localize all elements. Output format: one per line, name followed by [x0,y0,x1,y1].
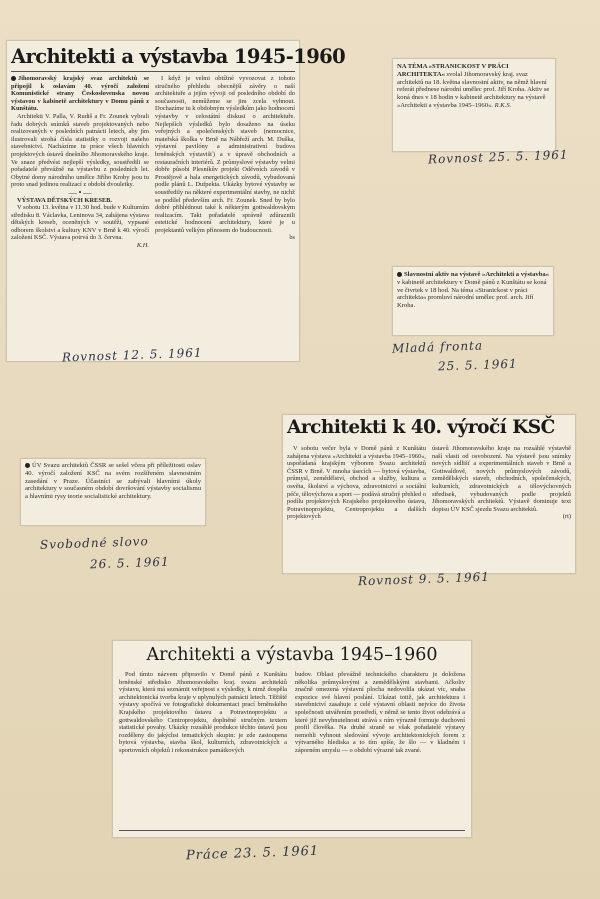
clipping-text [397,63,551,110]
handwritten-source-date: Rovnost 12. 5. 1961 [61,345,203,365]
clipping-text [25,462,201,501]
subsection-title: VÝSTAVA DĚTSKÝCH KRESEB. [17,196,113,204]
clipping-architekti-ksc [282,414,576,574]
bullet-icon [25,463,30,468]
bullet-icon [11,76,16,81]
clipping-uv-svazu [20,458,206,526]
clipping-title: Architekti a výstavba 1945–1960 [146,645,438,665]
clipping-text [397,271,549,310]
author-sign: (rt) [562,513,571,521]
clipping-column-left [287,445,426,569]
clipping-column-right [295,671,465,829]
subsection-body: V sobotu 13. května v 11.30 hod. bude v Kulturním středisku 8. Václavka, Leninova 34, zahájena výstava dětských kreseb, oceněných v soutěži, vypsané odborem školství a kultury KNV v Brně k 40. výročí založení KSČ. Výstava potrvá do 3. června. [11,204,149,242]
handwritten-source-date: Rovnost 25. 5. 1961 [427,147,569,167]
body-paragraph: V sobotu večer byla v Domě pánů z Kunštátu zahájena výstava »Architekti a výstavba 1945–1960«, uspořádaná krajským výborem Svazu architektů ČSSR v Brně. V mnoha úsecích — bytová výstavba, průmysl, zemědělství, obchod a služby, kultura a osvěta, školství a výchova, zdravotnictví a sociální péče, tělovýchova a sport — podává stručný přehled o podílu projektových Krajského projektového ústavu, Potravinoprojektu, Centroprojektu a dalších projektových [287,445,426,521]
bottom-rule [119,830,465,831]
handwritten-date: 25. 5. 1961 [437,356,518,374]
clipping-column-left [119,671,287,829]
clipping-architekti-vystavba-prace [112,640,472,838]
separator-icon: — • — [68,187,92,197]
clipping-column-right [432,445,571,569]
handwritten-source-date: Rovnost 9. 5. 1961 [357,569,491,589]
clipping-column-left [11,75,149,355]
bullet-icon [397,272,402,277]
clipping-slavnostni-aktiv [392,266,554,336]
clipping-title: NA TÉMA »STRANICKOST V PRÁCI ARCHITEKTA« [397,63,509,78]
body-paragraph: ústavů Jihomoravského kraje na rozsáhlé výstavbě naší vlasti od osvobození. Na výstavě jsou snímky nových sídlišť a experimentálních staveb v Brně a Gottwaldově, nových průmyslových závodů, zemědělských staveb, obchodních, společenských, kulturních, zdravotnických a tělovýchovných středisek, vybudovaných podle projektů Jihomoravských architektů. Výstavě dominuje text dopisu ÚV KSČ sjezdu Svazu architektů. [432,445,571,513]
clipping-body: ÚV Svazu architektů ČSSR se sešel včera při příležitosti oslav 40. výročí založení KSČ na svém rozšířeném slavnostním zasedání v Praze. Účastníci se zabývali hlavními úkoly architektury v současném období dovršování výstavby socialismu a hlavními rysy teorie socialistické architektury. [25,462,201,501]
author-sign: K.H. [136,242,149,250]
clipping-title: Architekti k 40. výročí KSČ [287,417,555,438]
clipping-column-right [155,75,295,355]
handwritten-source: Mladá fronta [391,338,484,356]
clipping-title: Architekti a výstavba 1945-1960 [11,45,346,68]
clipping-body: svolal Jihomoravský kraj. svaz architektů na 18. května slavnostní aktiv, na němž hlavní referát přednese národní umělec prof. Jiří Kroha. Aktiv se koná dnes v 18 hodin v kabinetě architektury na výstavě »Architekti a výstavba 1945–1960«. [397,70,550,109]
lead-paragraph: Jihomoravský krajský svaz architektů se připojil k oslavám 40. výročí založení Komunistické strany Československa novou výstavou v kabinetě architektury v Domu pánů z Kunštátu. [11,75,149,113]
body-paragraph: Architekti V. Palla, V. Rudiš a Fr. Zounek vybrali řadu dobrých snímků staveb projektovaných nebo realizovaných v posledních patnácti letech, aby jím ilustrovali strohá čísla statistiky o rozvoji našeho stavebnictví. Nacházíme tu práce všech hlavních projektových ústavů dnešního Jihomoravského kraje. Ve snaze předvést nejlepší výsledky, soustředili se pořadatelé převážně na výstavbu z posledních let. Obytné domy národního umělce Jiřího Kroby jsou tu proto snad jedinou realizací z období dvouletky. [11,112,149,189]
title-rule [11,71,295,72]
clipping-stranickost-rovnost [392,58,556,152]
handwritten-source-date: Práce 23. 5. 1961 [185,843,320,864]
clipping-body: v kabinetě architektury v Domě pánů z Kunštátu se koná ve čtvrtek v 18 hod. Na téma »Stranickost v práci architekta« promluví národní umělec prof. arch. Jiří Kroha. [397,278,547,310]
author-sign: bs [289,234,295,242]
author-sign: R.K.S. [494,101,512,109]
handwritten-source: Svobodné slovo [39,534,149,552]
body-paragraph: Pod tímto názvem připravilo v Domě pánů z Kunštátu brněnské středisko Jihomoravského kraj. svazu architektů výstavu, která má seznámit veřejnost s výsledky, k nimž dospěla architektonická tvorba kraje v uplynulých patnácti letech. Těžiště výstavy spočívá ve fotografické dokumentaci prací brněnského Krajského projektového ústavu a Potravinoprojektu a gottwaldovského Centroprojektu, doplněné stručným textem statistické povahy. Ukázky rozsáhlé produkce těchto ústavů jsou rozděleny do jakýchsi tematických skupin: je zde zastoupena bytová výstavba, stavba škol, kulturních, zdravotnických a sportovních objektů i rekonstrukce památkových [119,671,287,754]
body-paragraph: budov. Oblast převážně technického charakteru je doložena několika průmyslovými a zemědělskými stavbami. Ačkoliv značně omezená výstavní plocha nedovolila ukázat víc, snaha expozice své hlavní poslání. Ukázat totiž, jak architektura i stavebnictví zasahuje z celé výstavní oblasti nejvíce do života společnosti utvářením prostředí, v němž se tento život odehrává a které již nevyhnutelnosti strává s ním výrazně formuje duchovní profil člověka. Na druhé straně se však pořadatelé výstavy nemohli vyhnout sledování vývoje architektonických forem z výtvarného hlediska a to tím spíše, že šlo — v kladném i záporném smyslu — o období výrazné tak zvané. [295,671,465,754]
handwritten-date: 26. 5. 1961 [89,554,170,572]
clipping-architekti-vystavba-rovnost [6,40,346,362]
body-paragraph: I když je velmi obtížné vyvozovat z tohoto stručného přehledu obecnější závěry o naší architektuře a jejím vývoji od posledního období do současnosti, nemůžeme se jim zcela vyhnout. Dochazíme tu k obdobným výsledkům jako hodnocení výstavby v celostátní diskusi o architektuře. Nejlepších výsledků bylo dosaženo na úseku veřejných a společenských staveb (nemocnice, mateřská školka v Brně na Nábřeží arch. M. Duška, výstavní pavilóny a administrativní budova brněnských výstavišť) a v úpravě obchodních a restauračních interiérů. Z průmyslové výstavby velmi dobře působí Plesníkův projekt Oděvních závodů v Prostějově a hala energetických závodů, vybudovaná podle plánů L. Dufpekta. Ukázky bytové výstavby se soustředily na některé experimentální stavby, ne nichž se podílel především arch. Fr. Zounek. Sned by bylo dobré přihlédnout také k některým gottwaldovským realizacím. Takt pořadatelé správně zdůraznili estetické hodnocení architektury, které je u projektantů velkým přínosem do budoucnosti. [155,75,295,234]
clipping-title: Slavnostní aktiv na výstavě »Architekti a výstavba« [404,271,549,278]
